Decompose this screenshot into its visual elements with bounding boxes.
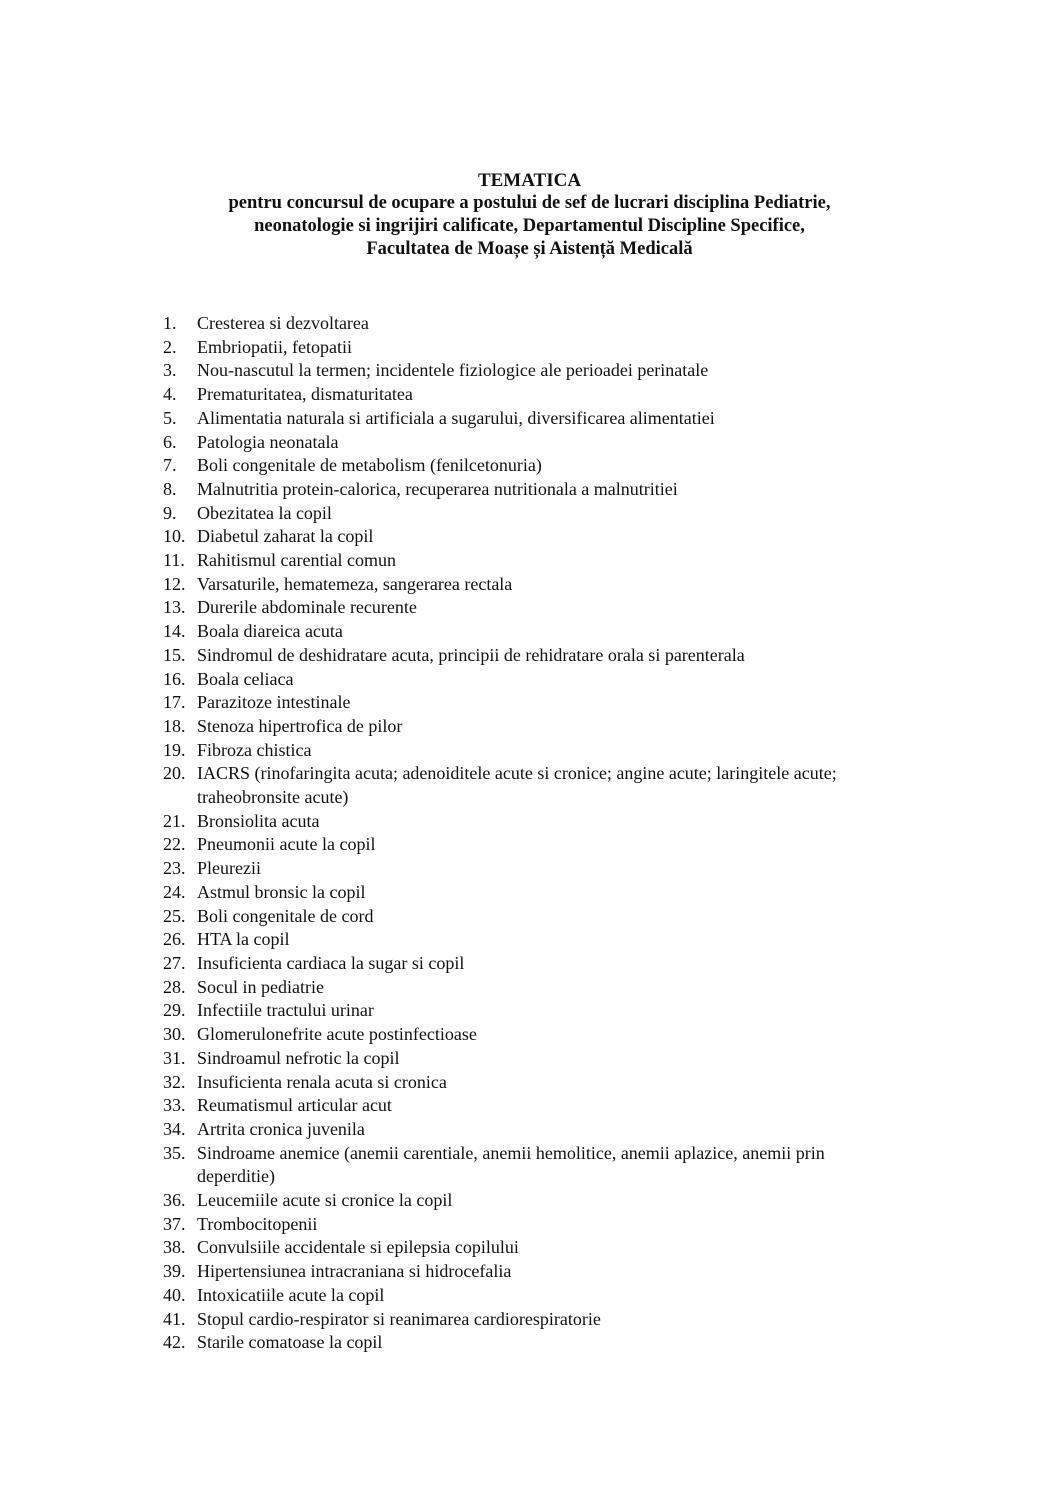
topic-number: 13.: [163, 597, 186, 618]
topic-item: [163, 1023, 903, 1047]
topic-number: 3.: [163, 360, 177, 381]
topic-text: IACRS (rinofaringita acuta; adenoiditele acute si cronice; angine acute; laringitele acute; traheobronsite acute): [197, 763, 837, 808]
topic-number: 23.: [163, 858, 186, 879]
topic-number: 37.: [163, 1213, 186, 1234]
topic-number: 40.: [163, 1284, 186, 1305]
topic-item: [163, 336, 903, 360]
topic-number: 9.: [163, 502, 177, 523]
topic-number: 10.: [163, 526, 186, 547]
document-title: TEMATICA: [477, 170, 582, 191]
topic-number: 8.: [163, 478, 177, 499]
topic-text: Alimentatia naturala si artificiala a sugarului, diversificarea alimentatiei: [197, 407, 715, 428]
topic-text: Starile comatoase la copil: [197, 1332, 383, 1353]
topic-item: [163, 1142, 903, 1189]
topic-text: Hipertensiunea intracraniana si hidrocefalia: [197, 1261, 512, 1282]
topic-number: 34.: [163, 1118, 186, 1139]
topic-number: 28.: [163, 976, 186, 997]
topic-text: Leucemiile acute si cronice la copil: [197, 1190, 453, 1211]
topic-item: [163, 1047, 903, 1071]
topic-number: 4.: [163, 384, 177, 405]
topic-item: [163, 1213, 903, 1237]
topic-text: Sindroamul nefrotic la copil: [197, 1047, 400, 1068]
topic-text: Prematuritatea, dismaturitatea: [197, 384, 413, 405]
topic-text: Pleurezii: [197, 858, 261, 879]
topic-text: Reumatismul articular acut: [197, 1095, 392, 1116]
topic-item: [163, 573, 903, 597]
topic-item: [163, 644, 903, 668]
topic-text: Sindromul de deshidratare acuta, principii de rehidratare orala si parenterala: [197, 644, 745, 665]
topic-item: [163, 431, 903, 455]
topic-text: Durerile abdominale recurente: [197, 597, 417, 618]
topic-number: 35.: [163, 1142, 186, 1163]
topic-text: Stenoza hipertrofica de pilor: [197, 715, 403, 736]
topic-item: [163, 1189, 903, 1213]
topic-number: 15.: [163, 644, 186, 665]
topic-item: [163, 857, 903, 881]
topic-item: [163, 1236, 903, 1260]
topic-text: Stopul cardio-respirator si reanimarea cardiorespiratorie: [197, 1308, 601, 1329]
topic-text: Insuficienta renala acuta si cronica: [197, 1071, 447, 1092]
topic-number: 27.: [163, 952, 186, 973]
topic-item: [163, 810, 903, 834]
topic-text: Boli congenitale de metabolism (fenilcetonuria): [197, 455, 542, 476]
topic-number: 5.: [163, 407, 177, 428]
topic-text: Nou-nascutul la termen; incidentele fiziologice ale perioadei perinatale: [197, 360, 709, 381]
topic-number: 6.: [163, 431, 177, 452]
subtitle-line: Facultatea de Moașe și Aistență Medicală: [366, 239, 693, 259]
topic-number: 11.: [163, 550, 185, 571]
topic-text: Cresterea si dezvoltarea: [197, 313, 369, 333]
topic-item: [163, 952, 903, 976]
topic-item: [163, 668, 903, 692]
topic-text: Sindroame anemice (anemii carentiale, anemii hemolitice, anemii aplazice, anemii prin deperditie): [197, 1142, 825, 1187]
topic-item: [163, 881, 903, 905]
topic-number: 30.: [163, 1024, 186, 1045]
topic-text: Boala diareica acuta: [197, 621, 343, 642]
topic-number: 7.: [163, 455, 177, 476]
topic-text: Infectiile tractului urinar: [197, 1000, 374, 1021]
topic-number: 20.: [163, 763, 186, 784]
topic-item: [163, 691, 903, 715]
topic-text: Malnutritia protein-calorica, recuperarea nutritionala a malnutritiei: [197, 478, 678, 499]
topic-text: Astmul bronsic la copil: [197, 881, 366, 902]
topic-number: 19.: [163, 739, 186, 760]
topic-text: Glomerulonefrite acute postinfectioase: [197, 1024, 477, 1045]
subtitle-line: neonatologie si ingrijiri calificate, Departamentul Discipline Specifice,: [254, 216, 805, 236]
document-header: [0, 170, 1059, 261]
topic-item: [163, 715, 903, 739]
topic-text: Rahitismul carential comun: [197, 550, 396, 571]
topic-number: 39.: [163, 1261, 186, 1282]
topic-item: [163, 549, 903, 573]
topic-item: [163, 833, 903, 857]
topic-item: [163, 1331, 903, 1355]
topic-list: [163, 312, 903, 1355]
topic-text: Convulsiile accidentale si epilepsia copilului: [197, 1237, 519, 1258]
topic-text: Boala celiaca: [197, 668, 294, 689]
topic-item: [163, 596, 903, 620]
topic-item: [163, 999, 903, 1023]
topic-item: [163, 620, 903, 644]
topic-text: Varsaturile, hematemeza, sangerarea rectala: [197, 573, 513, 594]
topic-item: [163, 1260, 903, 1284]
topic-text: Intoxicatiile acute la copil: [197, 1284, 385, 1305]
topic-number: 14.: [163, 621, 186, 642]
topic-item: [163, 762, 903, 809]
topic-item: [163, 1071, 903, 1095]
topic-item: [163, 1094, 903, 1118]
topic-item: [163, 905, 903, 929]
topic-number: 25.: [163, 905, 186, 926]
topic-number: 17.: [163, 692, 186, 713]
topic-text: Parazitoze intestinale: [197, 692, 351, 713]
topic-item: [163, 312, 903, 336]
topic-number: 36.: [163, 1190, 186, 1211]
topic-number: 42.: [163, 1332, 186, 1353]
topic-text: Boli congenitale de cord: [197, 905, 374, 926]
topic-number: 2.: [163, 336, 177, 357]
topic-number: 29.: [163, 1000, 186, 1021]
topic-text: Diabetul zaharat la copil: [197, 526, 374, 547]
topic-item: [163, 976, 903, 1000]
topic-text: Embriopatii, fetopatii: [197, 336, 352, 357]
topic-item: [163, 383, 903, 407]
subtitle-line: pentru concursul de ocupare a postului de sef de lucrari disciplina Pediatrie,: [228, 193, 831, 213]
topic-number: 16.: [163, 668, 186, 689]
topic-number: 32.: [163, 1071, 186, 1092]
topic-text: Obezitatea la copil: [197, 502, 332, 523]
topic-text: HTA la copil: [197, 929, 290, 950]
topic-item: [163, 502, 903, 526]
topic-item: [163, 739, 903, 763]
topic-number: 41.: [163, 1308, 186, 1329]
topic-item: [163, 407, 903, 431]
topic-text: Insuficienta cardiaca la sugar si copil: [197, 952, 465, 973]
topic-text: Bronsiolita acuta: [197, 810, 320, 831]
topic-number: 12.: [163, 573, 186, 594]
topic-number: 1.: [163, 313, 177, 333]
topic-text: Socul in pediatrie: [197, 976, 324, 997]
topic-text: Artrita cronica juvenila: [197, 1118, 365, 1139]
topic-number: 22.: [163, 834, 186, 855]
topic-item: [163, 454, 903, 478]
topic-number: 21.: [163, 810, 186, 831]
topic-text: Trombocitopenii: [197, 1213, 318, 1234]
topic-item: [163, 478, 903, 502]
topic-number: 18.: [163, 715, 186, 736]
topic-item: [163, 1308, 903, 1332]
topic-item: [163, 928, 903, 952]
topic-number: 24.: [163, 881, 186, 902]
topic-item: [163, 525, 903, 549]
topic-number: 31.: [163, 1047, 186, 1068]
topic-item: [163, 1118, 903, 1142]
topic-item: [163, 1284, 903, 1308]
topic-number: 26.: [163, 929, 186, 950]
topic-text: Pneumonii acute la copil: [197, 834, 376, 855]
topic-text: Patologia neonatala: [197, 431, 339, 452]
topic-number: 38.: [163, 1237, 186, 1258]
topic-text: Fibroza chistica: [197, 739, 312, 760]
topic-number: 33.: [163, 1095, 186, 1116]
topic-item: [163, 359, 903, 383]
